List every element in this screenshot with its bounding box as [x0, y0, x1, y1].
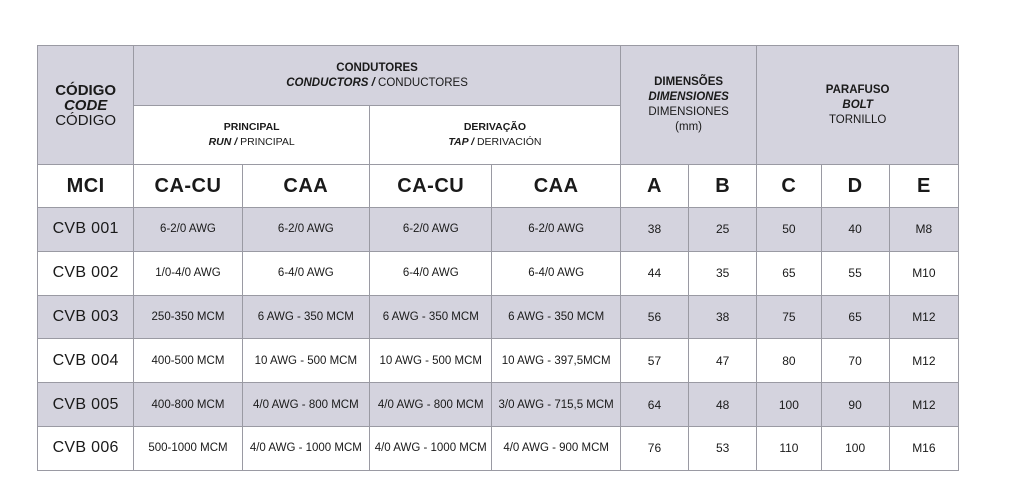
cell-dim-a: 44: [620, 251, 688, 295]
cell-bolt-d: 65: [821, 295, 889, 339]
table-body: [38, 208, 959, 471]
cell-bolt-e: M12: [889, 339, 958, 383]
cell-bolt-c: 110: [757, 426, 821, 470]
cell-code: CVB 004: [38, 339, 134, 383]
cell-run-caa: 4/0 AWG - 1000 MCM: [242, 426, 369, 470]
table-row: [38, 251, 959, 295]
col-header-tap-cacu: CA-CU: [370, 165, 492, 208]
cell-bolt-d: 55: [821, 251, 889, 295]
cell-code: CVB 003: [38, 295, 134, 339]
col-header-mci: MCI: [38, 165, 134, 208]
col-header-c: C: [757, 165, 821, 208]
principal-header: PRINCIPAL RUN / PRINCIPAL: [134, 106, 370, 165]
cell-bolt-d: 70: [821, 339, 889, 383]
derivacao-header: DERIVAÇÃO TAP / DERIVACIÓN: [370, 106, 621, 165]
cell-dim-b: 38: [689, 295, 757, 339]
spec-table: [37, 45, 959, 471]
code-header: CÓDIGO CODE CÓDIGO: [38, 46, 134, 165]
cell-bolt-c: 65: [757, 251, 821, 295]
col-header-e: E: [889, 165, 958, 208]
cell-run-caa: 6-2/0 AWG: [242, 208, 369, 252]
cell-dim-a: 38: [620, 208, 688, 252]
cell-bolt-d: 90: [821, 383, 889, 427]
cell-code: CVB 005: [38, 383, 134, 427]
cell-run-cacu: 6-2/0 AWG: [134, 208, 242, 252]
table-row: [38, 208, 959, 252]
cell-bolt-c: 50: [757, 208, 821, 252]
cell-dim-b: 35: [689, 251, 757, 295]
cell-tap-caa: 3/0 AWG - 715,5 MCM: [492, 383, 620, 427]
cell-tap-caa: 10 AWG - 397,5MCM: [492, 339, 620, 383]
cell-tap-caa: 6-2/0 AWG: [492, 208, 620, 252]
cell-code: CVB 001: [38, 208, 134, 252]
col-header-run-caa: CAA: [242, 165, 369, 208]
cell-run-cacu: 1/0-4/0 AWG: [134, 251, 242, 295]
cell-run-caa: 10 AWG - 500 MCM: [242, 339, 369, 383]
cell-tap-cacu: 4/0 AWG - 1000 MCM: [370, 426, 492, 470]
cell-dim-a: 64: [620, 383, 688, 427]
col-header-d: D: [821, 165, 889, 208]
cell-tap-caa: 6 AWG - 350 MCM: [492, 295, 620, 339]
cell-code: CVB 002: [38, 251, 134, 295]
col-header-a: A: [620, 165, 688, 208]
cell-tap-cacu: 10 AWG - 500 MCM: [370, 339, 492, 383]
cell-run-cacu: 400-500 MCM: [134, 339, 242, 383]
cell-bolt-e: M12: [889, 383, 958, 427]
cell-bolt-d: 100: [821, 426, 889, 470]
cell-tap-caa: 4/0 AWG - 900 MCM: [492, 426, 620, 470]
cell-run-cacu: 400-800 MCM: [134, 383, 242, 427]
cell-bolt-e: M16: [889, 426, 958, 470]
dimensions-header: DIMENSÕES DIMENSIONES DIMENSIONES (mm): [620, 46, 756, 165]
cell-bolt-e: M8: [889, 208, 958, 252]
col-header-b: B: [689, 165, 757, 208]
cell-bolt-e: M12: [889, 295, 958, 339]
cell-run-cacu: 500-1000 MCM: [134, 426, 242, 470]
cell-dim-a: 76: [620, 426, 688, 470]
bolt-header: PARAFUSO BOLT TORNILLO: [757, 46, 959, 165]
table-row: [38, 426, 959, 470]
cell-bolt-c: 100: [757, 383, 821, 427]
cell-bolt-c: 75: [757, 295, 821, 339]
cell-run-caa: 6 AWG - 350 MCM: [242, 295, 369, 339]
cell-bolt-d: 40: [821, 208, 889, 252]
conductors-header: CONDUTORES CONDUCTORS / CONDUCTORES: [134, 46, 621, 106]
cell-bolt-e: M10: [889, 251, 958, 295]
column-header-row: [38, 165, 959, 208]
table-row: [38, 339, 959, 383]
cell-tap-cacu: 6-2/0 AWG: [370, 208, 492, 252]
cell-dim-b: 48: [689, 383, 757, 427]
cell-tap-cacu: 4/0 AWG - 800 MCM: [370, 383, 492, 427]
cell-dim-a: 56: [620, 295, 688, 339]
table-row: [38, 295, 959, 339]
table-row: [38, 383, 959, 427]
cell-tap-caa: 6-4/0 AWG: [492, 251, 620, 295]
cell-code: CVB 006: [38, 426, 134, 470]
cell-run-caa: 4/0 AWG - 800 MCM: [242, 383, 369, 427]
cell-dim-b: 53: [689, 426, 757, 470]
cell-tap-cacu: 6 AWG - 350 MCM: [370, 295, 492, 339]
cell-tap-cacu: 6-4/0 AWG: [370, 251, 492, 295]
cell-run-caa: 6-4/0 AWG: [242, 251, 369, 295]
cell-bolt-c: 80: [757, 339, 821, 383]
cell-dim-a: 57: [620, 339, 688, 383]
col-header-run-cacu: CA-CU: [134, 165, 242, 208]
cell-dim-b: 25: [689, 208, 757, 252]
cell-dim-b: 47: [689, 339, 757, 383]
cell-run-cacu: 250-350 MCM: [134, 295, 242, 339]
col-header-tap-caa: CAA: [492, 165, 620, 208]
